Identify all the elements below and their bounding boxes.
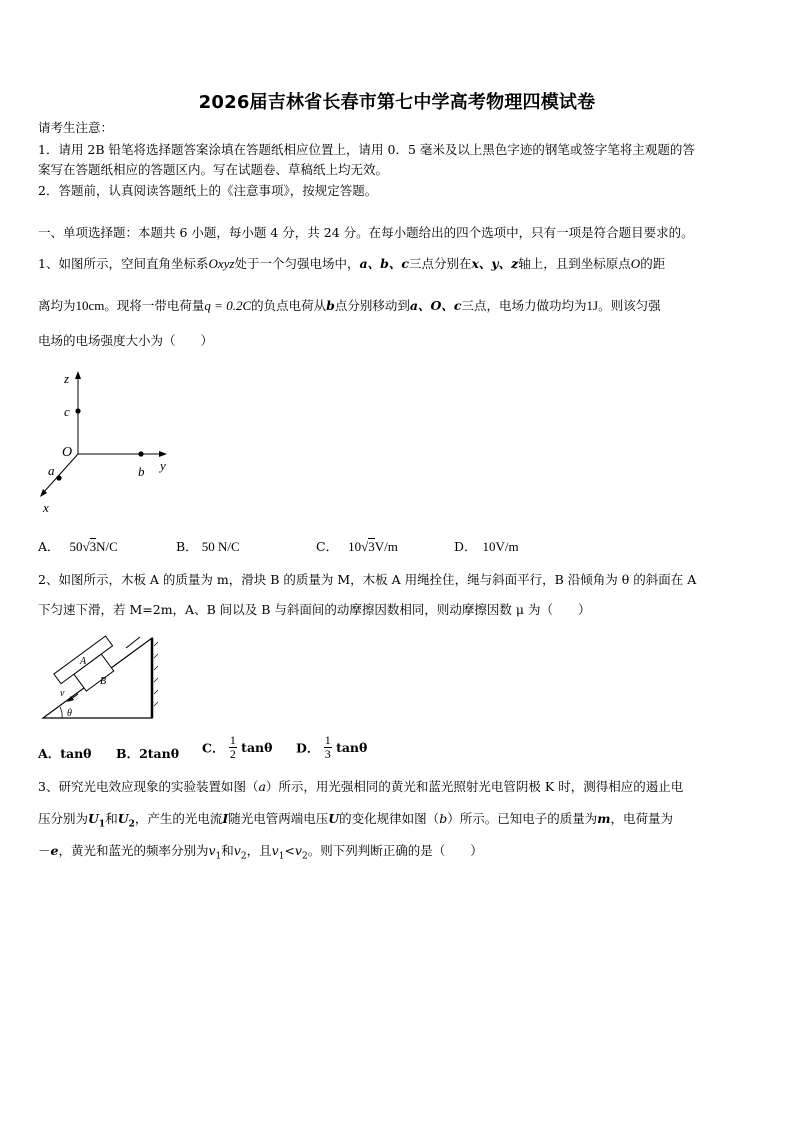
q3-line-2: 压分别为$U_1$和$U_2$，产生的光电流I随光电管两端电压U的变化规律如图（b）所示。已知电子的质量为m，电荷量为 <box>38 811 673 830</box>
q1-option-d: D． 10V/m <box>454 539 519 554</box>
section-heading: 一、单项选择题：本题共 6 小题，每小题 4 分，共 24 分。在每小题给出的四个选项中，只有一项是符合题目要求的。 <box>38 225 694 240</box>
q2-option-a: A．tanθ <box>38 746 92 761</box>
label-z: z <box>64 371 70 386</box>
notice-line-1b: 案写在答题纸相应的答题区内。写在试题卷、草稿纸上均无效。 <box>38 162 389 177</box>
label-b: b <box>138 464 145 479</box>
q3-line-1: 3、研究光电效应现象的实验装置如图（a）所示，用光强相同的黄光和蓝光照射光电管阴极 K 时，测得相应的遏止电 <box>38 779 684 794</box>
point-a <box>56 475 61 480</box>
label-theta: θ <box>67 708 72 719</box>
label-A: A <box>80 656 87 667</box>
sqrt-icon: √ <box>361 539 369 554</box>
notice-line-2: 2．答题前，认真阅读答题纸上的《注意事项》，按规定答题。 <box>38 183 378 198</box>
page-title: 2026届吉林省长春市第七中学高考物理四模试卷 <box>198 92 596 113</box>
q1-line-2: 离均为10cm。现将一带电荷量q = 0.2C的负点电荷从b点分别移动到a、O、c三点，电场力做功均为1J。则该匀强 <box>38 298 661 313</box>
notice-heading: 请考生注意： <box>38 120 114 135</box>
q2-option-d: D． $\frac{1}{3}$ tanθ <box>296 733 368 761</box>
q2-option-b: B．2tanθ <box>116 746 180 761</box>
q2-option-c: C． $\frac{1}{2}$ tanθ <box>202 733 273 761</box>
y-arrow-icon <box>159 451 167 457</box>
label-o: O <box>62 445 73 460</box>
rope <box>126 637 140 648</box>
label-c: c <box>64 404 70 419</box>
angle-arc <box>60 707 62 718</box>
label-v: v <box>60 688 65 699</box>
q1-option-b: B． 50 N/C <box>176 539 240 554</box>
label-B: B <box>100 676 107 687</box>
label-a: a <box>48 463 55 478</box>
q2-line-1: 2、如图所示，木板 A 的质量为 m，滑块 B 的质量为 M，木板 A 用绳拴住，绳与斜面平行，B 沿倾角为 θ 的斜面在 A <box>38 572 697 587</box>
q3-line-3: －e，黄光和蓝光的频率分别为$v_1$和$v_2$，且$v_1<v_2$。则下列判断正确的是（ ） <box>38 843 483 862</box>
q1-option-c: C． 10√3V/m <box>316 539 398 554</box>
q1-line-3: 电场的电场强度大小为（ ） <box>38 333 214 348</box>
q1-coordinate-figure <box>34 366 184 518</box>
z-arrow-icon <box>75 371 81 379</box>
notice-line-1a: 1．请用 2B 铅笔将选择题答案涂填在答题纸相应位置上，请用 0．5 毫米及以上黑色字迹的钢笔或签字笔将主观题的答 <box>38 142 695 157</box>
q1-option-a: A． 50√3N/C <box>38 539 118 554</box>
point-b <box>138 451 143 456</box>
q1-line-1: 1、如图所示，空间直角坐标系Oxyz处于一个匀强电场中，a、b、c三点分别在x、y、z轴上，且到坐标原点O的距 <box>38 256 666 271</box>
label-y: y <box>160 458 166 473</box>
point-c <box>75 408 80 413</box>
q2-incline-figure <box>40 634 160 722</box>
label-x: x <box>43 500 49 515</box>
sqrt-icon: √ <box>82 539 90 554</box>
hatching <box>154 642 158 706</box>
q2-line-2: 下匀速下滑，若 M=2m，A、B 间以及 B 与斜面间的动摩擦因数相同，则动摩擦因数 μ 为（ ） <box>38 602 591 617</box>
